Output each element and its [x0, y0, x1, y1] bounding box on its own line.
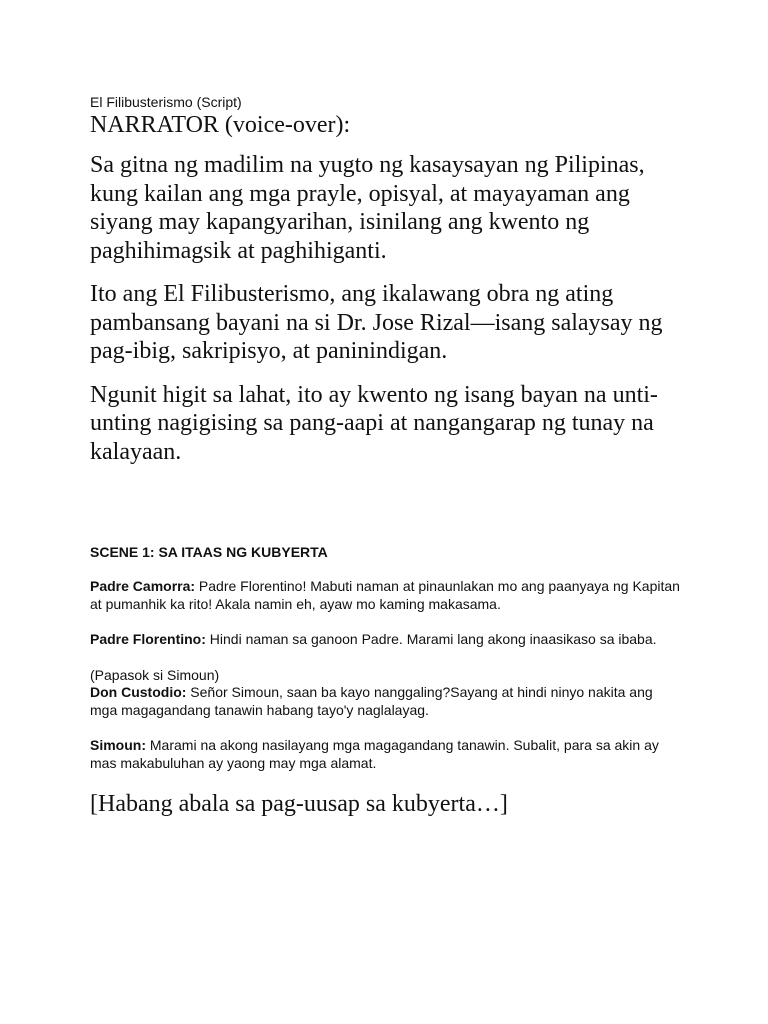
dialogue-text: Marami na akong nasilayang mga magagandang tanawin. Subalit, para sa akin ay mas makabuluhan ay yaong may mga alamat.	[90, 737, 659, 771]
speaker-name: Simoun:	[90, 737, 146, 753]
scene-heading: SCENE 1: SA ITAAS NG KUBYERTA	[90, 544, 328, 560]
closing-stage-direction: [Habang abala sa pag-uusap sa kubyerta…]	[90, 791, 508, 817]
dialogue-text: Hindi naman sa ganoon Padre. Marami lang akong inaasikaso sa ibaba.	[205, 631, 657, 647]
dialogue-text: Padre Florentino! Mabuti naman at pinaunlakan mo ang paanyaya ng Kapitan at pumanhik ka rito! Akala namin eh, ayaw mo kaming makasama.	[90, 578, 680, 612]
speaker-name: Padre Camorra:	[90, 578, 196, 594]
speaker-name: Padre Florentino:	[90, 631, 206, 647]
dialogue-text: Señor Simoun, saan ba kayo nanggaling?Sayang at hindi ninyo nakita ang mga magagandang tanawin habang tayo'y naglalayag.	[90, 684, 653, 718]
speaker-name: Don Custodio:	[90, 684, 187, 700]
narration-paragraph-2: Ito ang El Filibusterismo, ang ikalawang obra ng ating pambansang bayani na si Dr. Jose Rizal—isang salaysay ng pag-ibig, sakripisyo, at paninindigan.	[90, 281, 663, 364]
dialogue-line-padre-camorra	[90, 578, 680, 613]
script-page	[90, 93, 680, 818]
dialogue-line-simoun	[90, 737, 680, 772]
dialogue-line-padre-florentino	[90, 631, 680, 649]
dialogue-line-don-custodio	[90, 684, 680, 719]
stage-direction: (Papasok si Simoun)	[90, 666, 220, 683]
narration-paragraph-1: Sa gitna ng madilim na yugto ng kasaysayan ng Pilipinas, kung kailan ang mga prayle, opisyal, at mayayaman ang siyang may kapangyarihan, isinilang ang kwento ng paghihimagsik at paghihiganti.	[90, 152, 645, 264]
document-title: El Filibusterismo (Script)	[90, 94, 242, 110]
narration-paragraph-3: Ngunit higit sa lahat, ito ay kwento ng isang bayan na unti-unting nagigising sa pang-aapi at nangangarap ng tunay na kalayaan.	[90, 381, 658, 465]
narrator-label: NARRATOR (voice-over):	[90, 112, 351, 138]
